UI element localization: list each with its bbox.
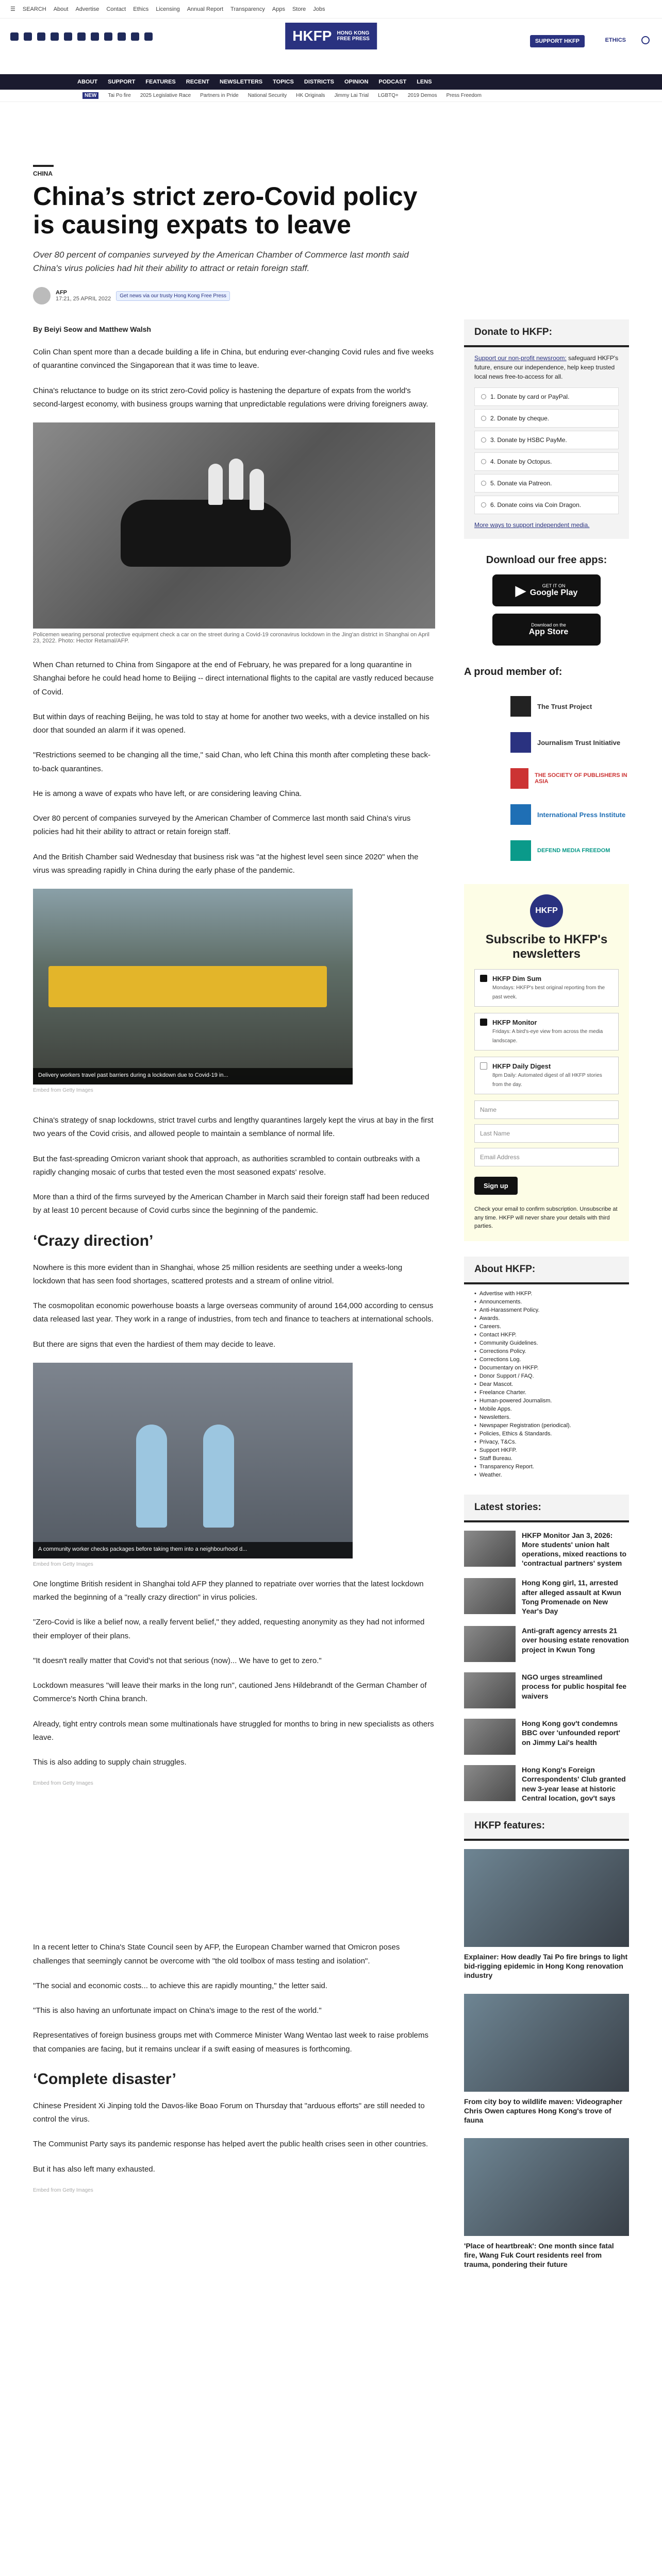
site-logo[interactable] (285, 23, 377, 49)
logo-sub-line2: FREE PRESS (337, 36, 370, 42)
subnav-item[interactable]: Press Freedom (446, 93, 482, 98)
mastodon-icon[interactable] (104, 32, 112, 41)
support-hkfp-button[interactable]: SUPPORT HKFP (530, 35, 585, 47)
paragraph: "Zero-Covid is like a belief now, a really fervent belief," they added, requesting anonymity as they had not informed their employer of their plans. (33, 1618, 425, 1640)
byline-source[interactable]: AFP (56, 290, 67, 296)
subnav-item[interactable]: Partners in Pride (200, 93, 239, 98)
member-logo[interactable] (464, 724, 629, 760)
logo-sub-line1: HONG KONG (337, 30, 370, 36)
member-heading: A proud member of: (464, 666, 562, 677)
app-store-label: App Store (528, 628, 569, 636)
nav-recent[interactable]: RECENT (186, 79, 209, 85)
getty-embed-photo[interactable] (33, 889, 353, 1084)
donate-option[interactable] (474, 496, 619, 514)
member-name: DEFEND MEDIA FREEDOM (537, 848, 610, 854)
donate-option[interactable] (474, 409, 619, 428)
radio-icon (481, 502, 486, 507)
about-link[interactable]: • Freelance Charter. (474, 1388, 619, 1397)
about-link[interactable]: • Announcements. (474, 1298, 619, 1306)
google-play-label: Google Play (529, 588, 578, 597)
latest-story[interactable] (464, 1719, 629, 1755)
name-field[interactable]: Name (474, 1100, 619, 1119)
last-name-field[interactable]: Last Name (474, 1124, 619, 1143)
sopa-icon (510, 768, 528, 789)
donate-intro (474, 347, 619, 387)
paragraph: And the British Chamber said Wednesday that business risk was "at the highest level seen since 2020" when the virus was spreading rapidly in China during the early phase of the pandemic. (33, 852, 419, 875)
story-title[interactable]: Hong Kong girl, 11, arrested after alleged assault at Kwun Tong Promenade on New Year's Day (522, 1579, 621, 1615)
newsletter-option[interactable] (474, 1057, 619, 1094)
newsletter-desc: Fridays: A bird's-eye view from across the media landscape. (492, 1029, 603, 1044)
byline-meta (56, 290, 111, 302)
paragraph: But there are signs that even the hardiest of them may decide to leave. (33, 1340, 276, 1349)
about-link[interactable]: • Dear Mascot. (474, 1380, 619, 1388)
paragraph: Nowhere is this more evident than in Shanghai, whose 25 million residents are seething under a weeks-long lockdown that has seen food shortages, scattered protests and a stream of online vitriol. (33, 1263, 403, 1285)
latest-list (464, 1522, 629, 1803)
main-nav (0, 74, 662, 90)
subnav-item[interactable]: LGBTQ+ (378, 93, 399, 98)
linkedin-icon[interactable] (51, 32, 59, 41)
topbar-link-licensing[interactable]: Licensing (156, 6, 180, 12)
newsletter-option[interactable] (474, 969, 619, 1007)
nav-districts[interactable]: DISTRICTS (304, 79, 334, 85)
photo-caption: Policemen wearing personal protective equipment check a car on the street during a Covid-19 coronavirus lockdown in the Jing'an district in Shanghai on April 23, 2022. Photo: Hector Retamal/AFP. (33, 632, 429, 644)
about-link[interactable]: • Newsletters. (474, 1413, 619, 1421)
donate-intro-text: safeguard HKFP's future, ensure our independence, help keep trusted local news free-to-access for all. (474, 354, 619, 380)
app-store-text (529, 622, 568, 637)
telegram-icon[interactable] (77, 32, 86, 41)
app-store-small: Download on the (531, 622, 566, 628)
hamburger-icon[interactable]: ☰ (10, 6, 15, 12)
feature-title[interactable]: From city boy to wildlife maven: Videographer Chris Owen captures Hong Kong's trove of fauna (464, 2097, 623, 2124)
newsletter-name: HKFP Dim Sum (492, 975, 542, 983)
subnav-item[interactable]: Tai Po fire (108, 93, 131, 98)
dmf-icon (510, 840, 531, 861)
article-dek: Over 80 percent of companies surveyed by the American Chamber of Commerce last month said China's virus policies had hit their ability to attract or retain foreign staff. (33, 250, 409, 273)
radio-icon (481, 459, 486, 464)
radio-icon (481, 416, 486, 421)
embed-credit: Embed from Getty Images (33, 1561, 93, 1567)
member-name: The Trust Project (537, 702, 592, 710)
embed-credit: Embed from Getty Images (33, 2187, 93, 2193)
latest-story[interactable] (464, 1531, 629, 1568)
newsletter-box (464, 884, 629, 1241)
logo-text: HKFP (292, 28, 332, 44)
nav-opinion[interactable]: OPINION (344, 79, 369, 85)
newsletter-logo: HKFP (530, 894, 563, 927)
about-link[interactable]: • Awards. (474, 1314, 619, 1323)
newsletter-info (492, 1062, 613, 1089)
about-link[interactable]: • Corrections Log. (474, 1355, 619, 1364)
topbar-link-transparency[interactable]: Transparency (230, 6, 265, 12)
features-heading: HKFP features: (464, 1813, 629, 1841)
story-thumbnail[interactable] (464, 1672, 516, 1708)
topbar-link-about[interactable]: About (53, 6, 69, 12)
paragraph: Already, tight entry controls mean some multinationals have struggled for months to bring in new specialists as others leave. (33, 1719, 434, 1742)
paragraph: He is among a wave of expats who have left, or are considering leaving China. (33, 789, 302, 798)
article-title: China’s strict zero-Covid policy is causing expats to leave (33, 182, 418, 239)
donate-option[interactable] (474, 387, 619, 406)
about-link[interactable]: • Contact HKFP. (474, 1331, 619, 1339)
trust-project-icon (510, 696, 531, 717)
paragraph: More than a third of the firms surveyed by the American Chamber in March said their foreign staff had been reduced by at least 10 percent because of Covid curbs since the beginning of the pandemic. (33, 1193, 429, 1215)
article-authors: By Beiyi Seow and Matthew Walsh (33, 325, 151, 333)
topbar-link-contact[interactable]: Contact (106, 6, 126, 12)
apps-section (464, 554, 629, 646)
newsletter-info (492, 975, 613, 1001)
donate-intro-link[interactable]: Support our non-profit newsroom: (474, 354, 567, 362)
feature-story[interactable] (464, 1994, 629, 2125)
paragraph: But within days of reaching Beijing, he was told to stay at home for another two weeks, with a device installed on his door that sounded an alarm if it was opened. (33, 712, 429, 735)
paragraph: "The social and economic costs... to achieve this are rapidly mounting," the letter said. (33, 1981, 327, 1990)
search-link[interactable]: SEARCH (22, 6, 46, 12)
story-thumbnail[interactable] (464, 1719, 516, 1755)
nav-podcast[interactable]: PODCAST (378, 79, 407, 85)
newsletter-info (492, 1019, 613, 1045)
newsletter-footnote: Check your email to confirm subscription. Unsubscribe at any time. HKFP will never share your details with third parties. (474, 1206, 618, 1230)
paragraph: When Chan returned to China from Singapore at the end of February, he was prepared for a long quarantine in Shanghai before he could head home to Beijing -- direct international flights to the capital are vastly reduced because of Covid. (33, 660, 434, 697)
rss-icon[interactable] (131, 32, 139, 41)
story-title[interactable]: Hong Kong's Foreign Correspondents' Club granted new 3-year lease at historic Central location, gov't says (522, 1766, 626, 1802)
feature-story[interactable] (464, 1849, 629, 1980)
checkbox-icon (480, 1019, 487, 1026)
story-title[interactable]: NGO urges streamlined process for public hospital fee waivers (522, 1673, 627, 1700)
latest-heading: Latest stories: (464, 1495, 629, 1522)
story-thumbnail[interactable] (464, 1578, 516, 1614)
subnav-item[interactable]: National Security (247, 93, 287, 98)
donate-option[interactable] (474, 474, 619, 493)
signup-button[interactable]: Sign up (474, 1177, 518, 1195)
logo-subtitle (337, 30, 369, 42)
paragraph: But the fast-spreading Omicron variant shook that approach, as authorities scrambled to contain outbreaks with a rapidly changing mosaic of curbs that tested even the most seasoned expats' resolve. (33, 1154, 420, 1177)
radio-icon (481, 437, 486, 443)
story-thumbnail[interactable] (464, 1765, 516, 1801)
about-heading: About HKFP: (464, 1257, 629, 1284)
byline-row (33, 287, 435, 304)
embed-caption: A community worker checks packages before taking them into a neighbourhood d... (33, 1542, 353, 1558)
newsletter-desc: 8pm Daily: Automated digest of all HKFP stories from the day. (492, 1073, 602, 1088)
about-link[interactable]: • Anti-Harassment Policy. (474, 1306, 619, 1314)
ethics-link[interactable]: ETHICS (605, 37, 626, 43)
donate-option-label: 1. Donate by card or PayPal. (490, 393, 570, 400)
lead-photo (33, 422, 435, 629)
barrier-illustration (48, 966, 327, 1007)
latest-story[interactable] (464, 1578, 629, 1616)
topbar-link-apps[interactable]: Apps (272, 6, 285, 12)
facebook-icon[interactable] (10, 32, 19, 41)
top-utility-bar (0, 0, 662, 19)
story-title[interactable]: HKFP Monitor Jan 3, 2026: More students' union halt operations, mixed reactions to 'contractual partners' system (522, 1531, 627, 1568)
whatsapp-channel-button[interactable]: Get news via our trusty Hong Kong Free Press (116, 291, 230, 301)
about-link[interactable]: • Staff Bureau. (474, 1454, 619, 1463)
story-title[interactable]: Anti-graft agency arrests 21 over housing estate renovation project in Kwun Tong (522, 1626, 629, 1654)
getty-embed-photo[interactable] (33, 1363, 353, 1558)
paragraph: China's strategy of snap lockdowns, strict travel curbs and lengthy quarantines largely kept the virus at bay in the first two years of the Covid crisis, and allowed people to maintain a semblance of normal life. (33, 1116, 434, 1139)
nav-topics[interactable]: TOPICS (273, 79, 294, 85)
paragraph: Colin Chan spent more than a decade building a life in China, but enduring ever-changing Covid rules and five weeks of quarantine convinced the Singaporean that it was time to leave. (33, 348, 434, 370)
checkbox-icon (480, 975, 487, 982)
about-link[interactable]: • Mobile Apps. (474, 1405, 619, 1413)
x-icon[interactable] (24, 32, 32, 41)
email-field[interactable]: Email Address (474, 1148, 619, 1166)
embed-credit: Embed from Getty Images (33, 1088, 93, 1093)
paragraph: China's reluctance to budge on its strict zero-Covid policy is hastening the departure of expats from the world's second-largest economy, with business groups warning that unpredictable regulations were driving foreigners away. (33, 386, 428, 409)
member-logo[interactable] (464, 833, 629, 869)
feature-title[interactable]: 'Place of heartbreak': One month since fatal fire, Wang Fuk Court residents reel from trauma, pondering their future (464, 2242, 614, 2269)
paragraph: Chinese President Xi Jinping told the Davos-like Boao Forum on Thursday that "arduous efforts" are still needed to control the virus. (33, 2101, 425, 2124)
about-link[interactable]: • Weather. (474, 1471, 619, 1479)
about-link[interactable]: • Newspaper Registration (periodical). (474, 1421, 619, 1430)
search-icon[interactable] (641, 36, 650, 44)
person-illustration (229, 459, 243, 500)
sidebar (464, 319, 629, 2283)
trending-subnav (0, 90, 662, 102)
whatsapp-icon[interactable] (118, 32, 126, 41)
story-title[interactable]: Hong Kong gov't condemns BBC over 'unfounded report' on Jimmy Lai's health (522, 1719, 620, 1747)
new-badge: NEW (82, 92, 98, 99)
features-list (464, 1849, 629, 2269)
nav-support[interactable]: SUPPORT (108, 79, 136, 85)
byline-date: 17:21, 25 APRIL 2022 (56, 296, 111, 302)
donate-option-label: 3. Donate by HSBC PayMe. (490, 436, 567, 444)
article (33, 165, 435, 2214)
checkbox-icon (480, 1062, 487, 1070)
newsletter-option[interactable] (474, 1013, 619, 1050)
threads-icon[interactable] (91, 32, 99, 41)
about-list (464, 1284, 629, 1484)
nav-about[interactable]: ABOUT (77, 79, 98, 85)
instagram-icon[interactable] (37, 32, 45, 41)
car-illustration (121, 500, 291, 567)
paragraph: The cosmopolitan economic powerhouse boasts a large overseas community of around 164,000 according to census data released last year. They work in a range of industries, from tech and finance to teachers at international schools. (33, 1301, 434, 1324)
email-icon[interactable] (144, 32, 153, 41)
donate-option-label: 2. Donate by cheque. (490, 415, 550, 422)
newsletter-desc: Mondays: HKFP's best original reporting from the past week. (492, 985, 605, 1001)
newsletter-name: HKFP Daily Digest (492, 1062, 551, 1071)
person-illustration (250, 469, 264, 510)
about-link[interactable]: • Careers. (474, 1323, 619, 1331)
avatar (33, 287, 51, 304)
about-link[interactable]: • Transparency Report. (474, 1463, 619, 1471)
donate-option[interactable] (474, 431, 619, 449)
youtube-icon[interactable] (64, 32, 72, 41)
paragraph: "It doesn't really matter that Covid's not that serious (now)... We have to get to zero." (33, 1656, 322, 1665)
donate-option[interactable] (474, 452, 619, 471)
feature-image[interactable] (464, 2138, 629, 2236)
member-logo[interactable] (464, 796, 629, 833)
member-logo[interactable] (464, 688, 629, 724)
app-store-button[interactable] (492, 614, 601, 646)
paragraph: "Restrictions seemed to be changing all the time," said Chan, who left China this month after completing these back-to-back quarantines. (33, 751, 431, 773)
paragraph: "This is also having an unfortunate impact on China's image to the rest of the world." (33, 2006, 322, 2015)
radio-icon (481, 481, 486, 486)
paragraph: Over 80 percent of companies surveyed by the American Chamber of Commerce last month said China's virus policies had hit their ability to attract or retain foreign staff. (33, 814, 411, 837)
story-thumbnail[interactable] (464, 1531, 516, 1567)
about-link[interactable]: • Advertise with HKFP. (474, 1290, 619, 1298)
about-link[interactable]: • Policies, Ethics & Standards. (474, 1430, 619, 1438)
feature-title[interactable]: Explainer: How deadly Tai Po fire brings to light bid-rigging epidemic in Hong Kong renovation industry (464, 1952, 628, 1980)
paragraph: This is also adding to supply chain struggles. (33, 1758, 187, 1767)
google-play-small: GET IT ON (542, 583, 566, 588)
person-illustration (208, 464, 223, 505)
member-name: Journalism Trust Initiative (537, 738, 621, 747)
paragraph: But it has also left many exhausted. (33, 2164, 155, 2174)
radio-icon (481, 394, 486, 399)
donate-heading: Donate to HKFP: (464, 319, 629, 347)
about-link[interactable]: • Human-powered Journalism. (474, 1397, 619, 1405)
embed-caption: Delivery workers travel past barriers during a lockdown due to Covid-19 in... (33, 1068, 353, 1084)
newsletter-heading: Subscribe to HKFP's newsletters (485, 933, 608, 961)
about-link[interactable]: • Corrections Policy. (474, 1347, 619, 1355)
about-link[interactable]: • Documentary on HKFP. (474, 1364, 619, 1372)
google-play-button[interactable] (492, 574, 601, 606)
newsletter-name: HKFP Monitor (492, 1019, 537, 1027)
more-ways-link[interactable]: More ways to support independent media. (474, 521, 590, 529)
feature-image[interactable] (464, 1849, 629, 1947)
person-illustration (203, 1425, 234, 1528)
feature-story[interactable] (464, 2138, 629, 2269)
latest-story[interactable] (464, 1626, 629, 1662)
about-link[interactable]: • Support HKFP. (474, 1446, 619, 1454)
topbar-link-jobs[interactable]: Jobs (313, 6, 325, 12)
about-link[interactable]: • Privacy, T&Cs. (474, 1438, 619, 1446)
embed-credit: Embed from Getty Images (33, 1781, 93, 1787)
about-link[interactable]: • Community Guidelines. (474, 1339, 619, 1347)
subnav-item[interactable]: HK Originals (296, 93, 325, 98)
topbar-link-annual-report[interactable]: Annual Report (187, 6, 224, 12)
section-heading: ‘Complete disaster’ (33, 2070, 176, 2088)
article-category[interactable]: CHINA (33, 165, 54, 177)
google-play-icon: ▶ (515, 582, 526, 598)
donate-option-label: 4. Donate by Octopus. (490, 458, 552, 465)
paragraph: The Communist Party says its pandemic response has helped avert the public health crises seen in other countries. (33, 2140, 428, 2149)
paragraph: In a recent letter to China's State Council seen by AFP, the European Chamber warned that Omicron poses challenges that seemingly cannot be overcome with "the old toolbox of mass testing and isolation". (33, 1943, 400, 1965)
nav-newsletters[interactable]: NEWSLETTERS (220, 79, 263, 85)
member-name: International Press Institute (537, 810, 626, 819)
donate-option-label: 5. Donate via Patreon. (490, 480, 552, 487)
person-illustration (136, 1425, 167, 1528)
nav-lens[interactable]: LENS (417, 79, 432, 85)
jti-icon (510, 732, 531, 753)
google-play-text (530, 583, 577, 598)
latest-story[interactable] (464, 1672, 629, 1708)
subnav-item[interactable]: 2019 Demos (407, 93, 437, 98)
section-heading: ‘Crazy direction’ (33, 1232, 154, 1249)
ipi-icon (510, 804, 531, 825)
story-thumbnail[interactable] (464, 1626, 516, 1662)
topbar-link-ethics[interactable]: Ethics (133, 6, 149, 12)
topbar-link-store[interactable]: Store (292, 6, 306, 12)
donate-option-label: 6. Donate coins via Coin Dragon. (490, 501, 582, 509)
member-logo[interactable] (464, 760, 629, 796)
about-link[interactable]: • Donor Support / FAQ. (474, 1372, 619, 1380)
subnav-item[interactable]: Jimmy Lai Trial (334, 93, 369, 98)
paragraph: Lockdown measures "will leave their marks in the long run", cautioned Jens Hildebrandt of the German Chamber of Commerce's North China branch. (33, 1681, 427, 1704)
member-name: THE SOCIETY OF PUBLISHERS IN ASIA (535, 772, 627, 785)
subnav-item[interactable]: 2025 Legislative Race (140, 93, 191, 98)
topbar-link-advertise[interactable]: Advertise (75, 6, 100, 12)
paragraph: One longtime British resident in Shanghai told AFP they planned to repatriate over worries that the latest lockdown marked the beginning of a "really crazy direction" in virus policies. (33, 1579, 424, 1602)
donate-box (464, 347, 629, 539)
latest-story[interactable] (464, 1765, 629, 1803)
apps-heading: Download our free apps: (486, 554, 607, 566)
feature-image[interactable] (464, 1994, 629, 2092)
nav-features[interactable]: FEATURES (145, 79, 176, 85)
paragraph: Representatives of foreign business groups met with Commerce Minister Wang Wentao last week to raise problems that companies are facing, but it remains unclear if a swift easing of measures is forthcoming. (33, 2031, 428, 2054)
